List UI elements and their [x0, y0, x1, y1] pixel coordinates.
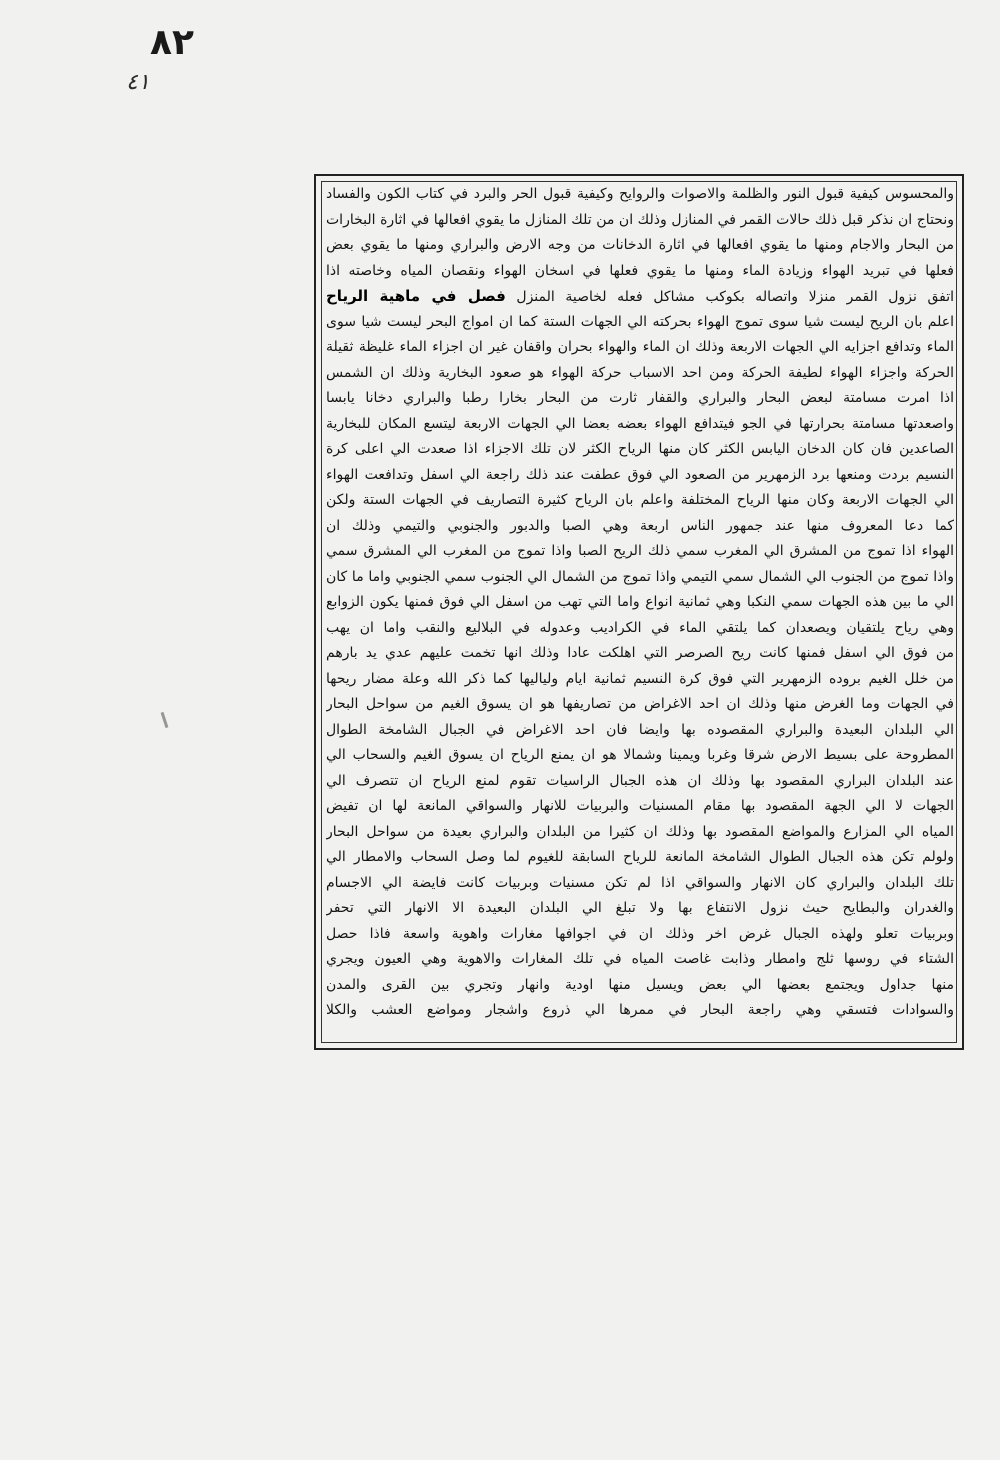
text-line-content: ولولم تكن هذه الجبال الطوال الشامخة المانعة للرياح السابقة للغيوم لما وصل السحاب والامطار الي	[326, 849, 954, 865]
text-line-content: اعلم بان الريح ليست شيا سوى تموج الهواء بحركته الي الجهات الستة كما ان امواج البحر ليست شيا سوى	[326, 313, 954, 330]
text-line-content: في الجهات وما الغرض منها وذلك ان احد الاغراض من تصاريفها هو ان يسوق الغيم من سواحل البحار	[326, 696, 954, 712]
text-line-content: الشتاء في روسها ثلج وامطار وذابت غاصت المياه في تلك المغارات والاهوية وهي العيون ويجري	[326, 951, 954, 967]
text-line-content: الصاعدين فان كان الدخان اليابس الكثر كان منها الرياح الكثر لان تلك الاجزاء اذا صعدت الي اعلى كرة	[326, 441, 954, 457]
text-line	[326, 233, 954, 259]
text-line	[326, 488, 954, 514]
text-line	[326, 259, 954, 285]
text-line	[326, 769, 954, 795]
text-line-content: المياه الي المزارع والمواضع المقصود بها وذلك ان كثيرا من البلدان والبراري بعيدة من سواحل البحار	[326, 823, 954, 840]
text-line	[326, 284, 954, 310]
text-line	[326, 412, 954, 438]
text-line-content: من فوق الي اسفل فمنها كانت ريح الصرصر التي اهلكت عادا وذلك انها تخمت عليهم عدي يد بارهم	[326, 645, 954, 661]
text-line-content: الي الجهات الاربعة وكان منها الرياح المختلفة واعلم بان الرياح كثيرة التصاريف في الجهات الستة ولكن	[326, 492, 954, 508]
text-line	[326, 871, 954, 897]
text-line	[326, 463, 954, 489]
text-line-content: فعلها في تبريد الهواء وزيادة الماء ومنها ما يقوي فعلها في اسخان الهواء ونقصان المياه وخاصته اذا	[326, 262, 954, 279]
text-line-content: وهي رياح يلتقيان ويصعدان كما يلتقي الماء في الكراديب وعدوله في البلاليع والنقب واما ان يهب	[326, 619, 954, 636]
text-line-content: وبربيات تعلو ولهذه الجبال غرض اخر وذلك ان في اجوافها مغارات واهوية واسعة فاذا حصل	[326, 925, 954, 942]
text-line	[326, 667, 954, 693]
text-line	[326, 947, 954, 973]
margin-note: ٤١	[126, 70, 150, 95]
text-line-content: اذا امرت مسامتة لبعض البحار والبراري والقفار ثارت من البحار بخارا رطبا والبراري دخانا يابسا	[326, 390, 954, 406]
manuscript-text-block	[326, 182, 954, 1024]
text-line	[326, 743, 954, 769]
text-line	[326, 590, 954, 616]
text-line-content: الهواء اذا تموج من المشرق الي المغرب سمي ذلك الريح الصبا واذا تموج من المغرب الي المشرق سمي	[326, 543, 954, 559]
text-line	[326, 437, 954, 463]
text-line	[326, 335, 954, 361]
text-line-content: والسوادات فتسقي وهي راجعة البحار في ممرها الي ذروع واشجار ومواضع العشب والكلا	[326, 1002, 954, 1018]
text-line	[326, 565, 954, 591]
ink-mark	[161, 712, 169, 728]
text-line-content: ونحتاج ان نذكر قبل ذلك حالات القمر في المنازل وذلك ان من تلك المنازل ما يقوي افعالها في اثارة البخارات	[326, 211, 954, 228]
text-frame	[314, 174, 964, 1050]
text-line	[326, 973, 954, 999]
text-line-content: منها جداول ويجتمع بعضها الي بعض ويسيل منها اودية وانهار وتجري بين القرى والمدن	[326, 976, 954, 993]
text-line-content: الحركة واجزاء الهواء لطيفة الحركة ومن احد الاسباب حركة الهواء هو صعود البخارية وذلك ان الشمس	[326, 364, 954, 381]
text-line-content: اتفق نزول القمر منزلا واتصاله بكوكب مشاكل فعله لخاصية المنزل	[516, 289, 954, 305]
text-line	[326, 208, 954, 234]
text-line	[326, 998, 954, 1024]
text-line-content: من البحار والاجام ومنها ما يقوي افعالها في اثارة الدخانات من وجه الارض والبراري ومنها ما يقوي بعض	[326, 237, 954, 253]
text-line	[326, 539, 954, 565]
text-line-content: النسيم بردت ومنعها برد الزمهرير من الصعود الي فوق عطفت عند ذلك راجعة الي اسفل وتدافعت الهواء	[326, 466, 954, 483]
text-line-content: المطروحة على بسيط الارض شرقا وغربا ويمينا وشمالا هو ان يمنع الرياح ان يسوق الغيم والسحاب الي	[326, 747, 954, 763]
text-line-content: واصعدتها مسامتة بحرارتها في الجو فيتدافع الهواء بعضه بعضا الي الجهات الاربعة ليتسع المكان للبخارية	[326, 415, 954, 432]
text-line	[326, 514, 954, 540]
text-line	[326, 616, 954, 642]
text-line	[326, 692, 954, 718]
text-line	[326, 820, 954, 846]
text-line	[326, 182, 954, 208]
text-line	[326, 794, 954, 820]
text-line	[326, 361, 954, 387]
text-line-content: من خلل الغيم بروده الزمهرير التي فوق كرة النسيم ثمانية ايام ولياليها كما ذكر الله وعلة مضار ريحها	[326, 670, 954, 687]
text-line-content: والغدران والبطايح حيث نزول الانتفاع بها ولا تبلغ الي البلدان البعيدة الا الانهار التي تحفر	[326, 900, 954, 916]
text-line-content: عند البلدان البراري المقصود بها وذلك ان هذه الجبال الراسيات تقوم لمنع الرياح ان تتصرف الي	[326, 772, 954, 789]
page-number: ٨٢	[150, 22, 194, 63]
section-heading: فصل في ماهية الرياح	[326, 287, 506, 305]
text-line-content: الماء وتدافع اجزايه الي الجهات الاربعة وذلك ان الماء والهواء بحران واقفان غير ان اجزاء الماء غليظة ثقيلة	[326, 339, 954, 355]
text-line	[326, 896, 954, 922]
text-line	[326, 386, 954, 412]
text-line-content: والمحسوس كيفية قبول النور والظلمة والاصوات والروايح وكيفية قبول الحر والبرد في كتاب الكون والفساد	[326, 186, 954, 202]
text-line	[326, 922, 954, 948]
text-line	[326, 641, 954, 667]
text-line-content: الجهات لا الي الجهة المقصود بها مقام المسنيات والبربيات للانهار والسواقي المانعة لها ان تفيض	[326, 798, 954, 814]
text-line-content: واذا تموج من الجنوب الي الشمال سمي التيمي واذا تموج من الشمال الي الجنوب سمي الجنوبي واما ما كان	[326, 568, 954, 585]
text-line-content: الي ما بين هذه الجهات سمي النكبا وهي ثمانية انواع واما التي تهب من اسفل الي فوق فمنها يكون الزوابع	[326, 594, 954, 610]
text-line	[326, 718, 954, 744]
text-line-content: كما دعا المعروف منها عند جمهور الناس اربعة وهي الصبا والدبور والجنوبي والتيمي وذلك ان	[326, 517, 954, 534]
text-line-content: الي البلدان البعيدة والبراري المقصوده بها وايضا فان احد الاغراض في الجبال الشامخة الطوال	[326, 721, 954, 738]
text-line	[326, 310, 954, 336]
text-line	[326, 845, 954, 871]
text-line-content: تلك البلدان والبراري كان الانهار والسواقي اذا لم تكن مسنيات وبربيات كانت فايضة الي الاجسام	[326, 874, 954, 891]
